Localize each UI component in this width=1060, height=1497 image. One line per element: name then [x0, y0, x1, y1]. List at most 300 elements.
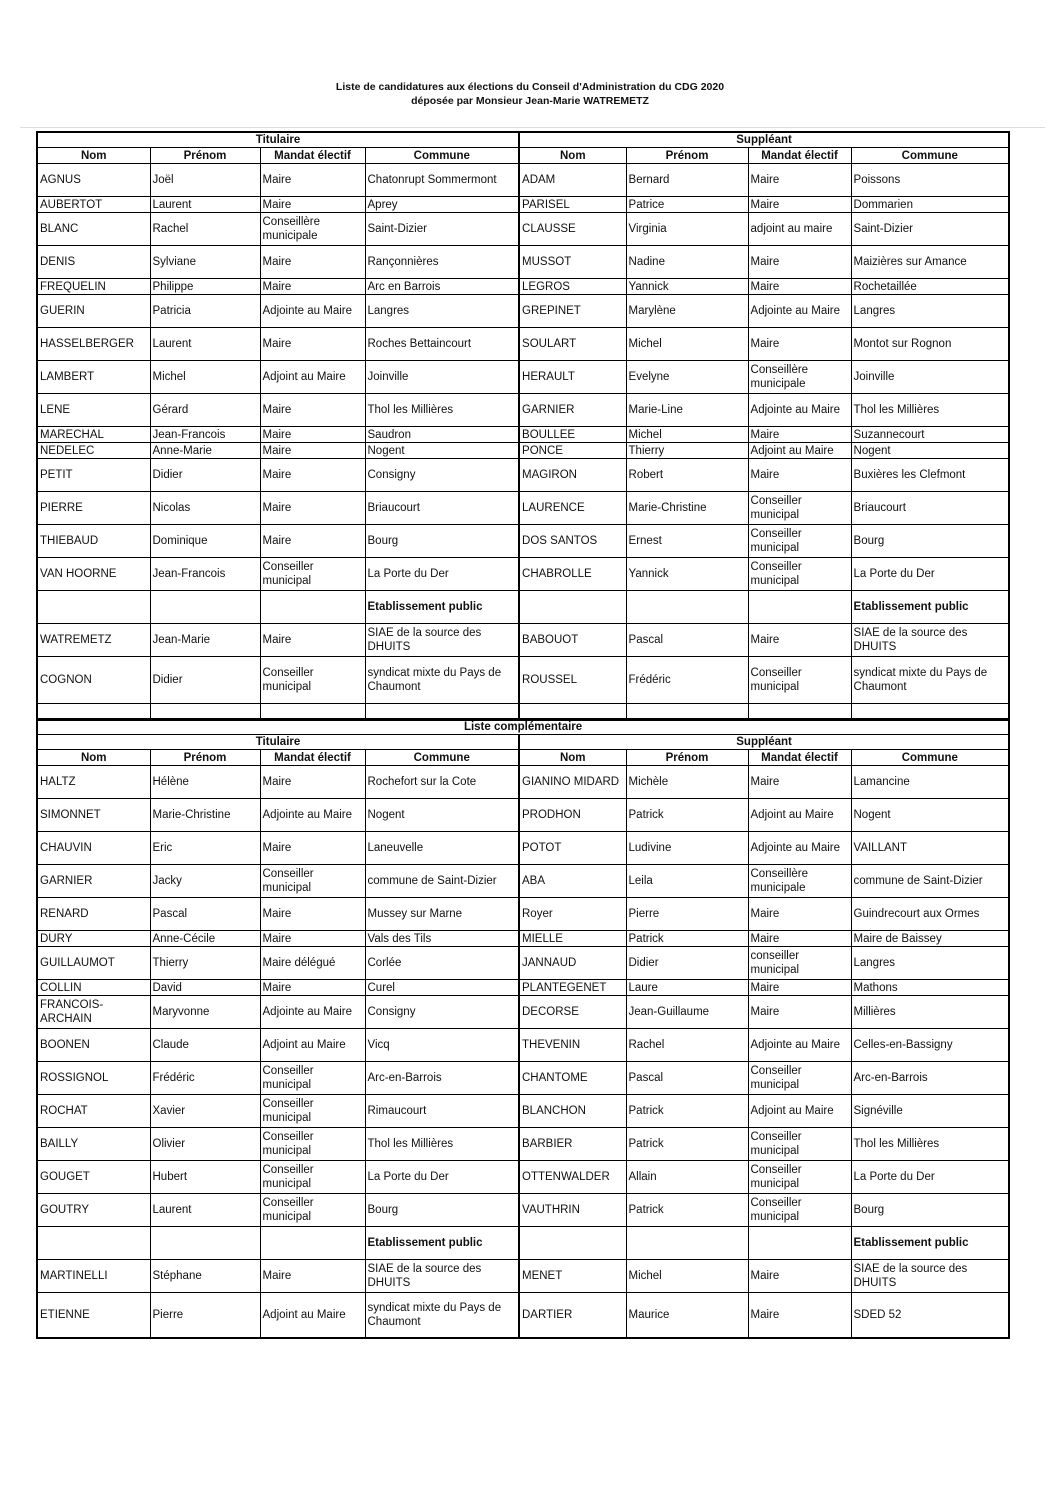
suppleant-commune-cell: Guindrecourt aux Ormes: [851, 898, 1009, 931]
suppleant-commune-cell: Langres: [851, 947, 1009, 980]
suppleant-commune-cell: Arc-en-Barrois: [851, 1062, 1009, 1095]
table-row: [37, 591, 1009, 624]
titulaire-commune-cell: Briaucourt: [365, 492, 519, 525]
titulaire-mandat-cell: Maire: [260, 394, 365, 427]
suppleant-nom-cell: POTOT: [519, 832, 626, 865]
suppleant-mandat-cell: Maire: [748, 898, 851, 931]
col-nom: Nom: [37, 750, 150, 766]
suppleant-mandat-cell: conseiller municipal: [748, 947, 851, 980]
suppleant-mandat-cell: Conseiller municipal: [748, 657, 851, 704]
table-row: [37, 657, 1009, 704]
table-row: [37, 766, 1009, 799]
titulaire-mandat-cell: Maire: [260, 525, 365, 558]
suppleant-mandat-cell: Maire: [748, 328, 851, 361]
titulaire-nom-cell: BLANC: [37, 213, 150, 246]
suppleant-commune-cell: Briaucourt: [851, 492, 1009, 525]
suppleant-mandat-cell: Conseillère municipale: [748, 865, 851, 898]
suppleant-mandat-cell: Maire: [748, 931, 851, 947]
suppleant-prenom-cell: [626, 591, 748, 624]
titulaire-commune-cell: Nogent: [365, 443, 519, 459]
titulaire-mandat-cell: Maire: [260, 279, 365, 295]
suppleant-commune-cell: Thol les Millières: [851, 1128, 1009, 1161]
document-title: [0, 80, 1060, 108]
titulaire-mandat-cell: Maire: [260, 898, 365, 931]
titulaire-prenom-cell: Stéphane: [150, 1260, 260, 1293]
titulaire-prenom-cell: Didier: [150, 459, 260, 492]
titulaire-nom-cell: FRANCOIS-ARCHAIN: [37, 996, 150, 1029]
titulaire-mandat-cell: Maire: [260, 624, 365, 657]
suppleant-prenom-cell: Michèle: [626, 766, 748, 799]
suppleant-nom-cell: THEVENIN: [519, 1029, 626, 1062]
suppleant-commune-cell: Suzannecourt: [851, 427, 1009, 443]
titulaire-prenom-cell: Thierry: [150, 947, 260, 980]
table-row: [37, 1293, 1009, 1338]
suppleant-nom-cell: OTTENWALDER: [519, 1161, 626, 1194]
titulaire-mandat-cell: Maire: [260, 1260, 365, 1293]
titulaire-commune-cell: Rochefort sur la Cote: [365, 766, 519, 799]
titulaire-prenom-cell: Hélène: [150, 766, 260, 799]
titulaire-nom-cell: PETIT: [37, 459, 150, 492]
suppleant-nom-cell: SOULART: [519, 328, 626, 361]
suppleant-commune-cell: Dommarien: [851, 197, 1009, 213]
titulaire-commune-cell: Curel: [365, 980, 519, 996]
col-nom: Nom: [519, 750, 626, 766]
suppleant-prenom-cell: Bernard: [626, 164, 748, 197]
titulaire-commune-cell: commune de Saint-Dizier: [365, 865, 519, 898]
titulaire-commune-cell: Saint-Dizier: [365, 213, 519, 246]
titulaire-prenom-cell: Olivier: [150, 1128, 260, 1161]
titulaire-nom-cell: GUILLAUMOT: [37, 947, 150, 980]
suppleant-nom-cell: BLANCHON: [519, 1095, 626, 1128]
col-commune: Commune: [851, 148, 1009, 164]
suppleant-nom-cell: Royer: [519, 898, 626, 931]
titulaire-nom-cell: WATREMETZ: [37, 624, 150, 657]
suppleant-mandat-cell: Adjointe au Maire: [748, 394, 851, 427]
table-row: [37, 865, 1009, 898]
suppleant-nom-cell: MAGIRON: [519, 459, 626, 492]
titulaire-mandat-cell: Maire: [260, 766, 365, 799]
suppleant-mandat-cell: [748, 1227, 851, 1260]
titulaire-nom-cell: CHAUVIN: [37, 832, 150, 865]
suppleant-commune-cell: Rochetaillée: [851, 279, 1009, 295]
titulaire-commune-cell: Bourg: [365, 1194, 519, 1227]
suppleant-nom-cell: DOS SANTOS: [519, 525, 626, 558]
titulaire-mandat-cell: Conseiller municipal: [260, 865, 365, 898]
titulaire-mandat-cell: Adjoint au Maire: [260, 1293, 365, 1338]
titulaire-prenom-cell: Jacky: [150, 865, 260, 898]
suppleant-nom-cell: [519, 1227, 626, 1260]
suppleant-nom-cell: CLAUSSE: [519, 213, 626, 246]
titulaire-mandat-cell: Conseiller municipal: [260, 1095, 365, 1128]
suppleant-prenom-cell: Jean-Guillaume: [626, 996, 748, 1029]
titulaire-commune-cell: SIAE de la source des DHUITS: [365, 1260, 519, 1293]
table-row: [37, 361, 1009, 394]
titulaire-commune-cell: Joinville: [365, 361, 519, 394]
suppleant-commune-cell: Nogent: [851, 799, 1009, 832]
table-row: [37, 525, 1009, 558]
suppleant-mandat-cell: Maire: [748, 197, 851, 213]
suppleant-commune-cell: SIAE de la source des DHUITS: [851, 1260, 1009, 1293]
titulaire-commune-cell: La Porte du Der: [365, 558, 519, 591]
titulaire-nom-cell: MARTINELLI: [37, 1260, 150, 1293]
table-row: [37, 1062, 1009, 1095]
titulaire-nom-cell: COLLIN: [37, 980, 150, 996]
titulaire-mandat-cell: Conseiller municipal: [260, 1161, 365, 1194]
suppleant-commune-cell: Lamancine: [851, 766, 1009, 799]
titulaire-prenom-cell: Jean-Francois: [150, 427, 260, 443]
suppleant-prenom-cell: Patrick: [626, 1194, 748, 1227]
titulaire-prenom-cell: Laurent: [150, 328, 260, 361]
titulaire-nom-cell: LENE: [37, 394, 150, 427]
suppleant-prenom-cell: Marie-Line: [626, 394, 748, 427]
titulaire-commune-cell: Etablissement public: [365, 591, 519, 624]
suppleant-mandat-cell: Conseiller municipal: [748, 492, 851, 525]
table-row: [37, 279, 1009, 295]
suppleant-prenom-cell: Yannick: [626, 279, 748, 295]
titulaire-nom-cell: GOUGET: [37, 1161, 150, 1194]
col-prenom: Prénom: [150, 148, 260, 164]
suppleant-nom-cell: GARNIER: [519, 394, 626, 427]
titulaire-mandat-cell: Maire: [260, 164, 365, 197]
titulaire-nom-cell: BOONEN: [37, 1029, 150, 1062]
suppleant-nom-cell: GIANINO MIDARD: [519, 766, 626, 799]
col-mandat: Mandat électif: [748, 750, 851, 766]
titulaire-prenom-cell: [150, 1227, 260, 1260]
suppleant-mandat-cell: Maire: [748, 766, 851, 799]
titulaire-prenom-cell: Laurent: [150, 1194, 260, 1227]
titulaire-nom-cell: COGNON: [37, 657, 150, 704]
titulaire-commune-cell: Thol les Millières: [365, 1128, 519, 1161]
table-row: [37, 624, 1009, 657]
suppleant-nom-cell: HERAULT: [519, 361, 626, 394]
titulaire-mandat-cell: Conseiller municipal: [260, 1062, 365, 1095]
table-row: [37, 1128, 1009, 1161]
suppleant-mandat-cell: Maire: [748, 459, 851, 492]
suppleant-nom-cell: MENET: [519, 1260, 626, 1293]
suppleant-prenom-cell: Michel: [626, 427, 748, 443]
titulaire-prenom-cell: David: [150, 980, 260, 996]
titulaire-mandat-cell: Maire: [260, 427, 365, 443]
suppleant-nom-cell: LEGROS: [519, 279, 626, 295]
suppleant-prenom-cell: Virginia: [626, 213, 748, 246]
titulaire-commune-cell: La Porte du Der: [365, 1161, 519, 1194]
suppleant-commune-cell: Maizières sur Amance: [851, 246, 1009, 279]
titulaire-prenom-cell: Pierre: [150, 1293, 260, 1338]
titulaire-nom-cell: ROSSIGNOL: [37, 1062, 150, 1095]
titulaire-mandat-cell: [260, 1227, 365, 1260]
titulaire-commune-cell: Thol les Millières: [365, 394, 519, 427]
titulaire-commune-cell: SIAE de la source des DHUITS: [365, 624, 519, 657]
suppleant-nom-cell: ABA: [519, 865, 626, 898]
titulaire-commune-cell: Bourg: [365, 525, 519, 558]
suppleant-commune-cell: Joinville: [851, 361, 1009, 394]
suppleant-mandat-cell: Maire: [748, 427, 851, 443]
titulaire-prenom-cell: [150, 591, 260, 624]
titulaire-mandat-cell: Conseiller municipal: [260, 1128, 365, 1161]
titulaire-prenom-cell: Joël: [150, 164, 260, 197]
suppleant-mandat-cell: Adjoint au Maire: [748, 443, 851, 459]
titulaire-prenom-cell: Patricia: [150, 295, 260, 328]
suppleant-mandat-cell: Adjoint au Maire: [748, 1095, 851, 1128]
titulaire-mandat-cell: Maire: [260, 459, 365, 492]
suppleant-mandat-cell: Maire: [748, 996, 851, 1029]
suppleant-nom-cell: ROUSSEL: [519, 657, 626, 704]
titulaire-commune-cell: Etablissement public: [365, 1227, 519, 1260]
titulaire-prenom-cell: Sylviane: [150, 246, 260, 279]
titulaire-mandat-cell: Conseillère municipale: [260, 213, 365, 246]
suppleant-mandat-cell: Adjointe au Maire: [748, 1029, 851, 1062]
col-prenom: Prénom: [626, 750, 748, 766]
titulaire-mandat-cell: Maire: [260, 246, 365, 279]
titulaire-commune-cell: Roches Bettaincourt: [365, 328, 519, 361]
suppleant-prenom-cell: Robert: [626, 459, 748, 492]
titulaire-nom-cell: HALTZ: [37, 766, 150, 799]
suppleant-mandat-cell: Maire: [748, 246, 851, 279]
suppleant-mandat-cell: [748, 591, 851, 624]
titulaire-commune-cell: syndicat mixte du Pays de Chaumont: [365, 657, 519, 704]
suppleant-prenom-cell: Michel: [626, 328, 748, 361]
table-row: [37, 246, 1009, 279]
suppleant-prenom-cell: Laure: [626, 980, 748, 996]
titulaire-prenom-cell: Pascal: [150, 898, 260, 931]
titulaire-commune-cell: Chatonrupt Sommermont: [365, 164, 519, 197]
suppleant-prenom-cell: Patrick: [626, 799, 748, 832]
suppleant-nom-cell: BABOUOT: [519, 624, 626, 657]
titulaire-nom-cell: [37, 591, 150, 624]
titulaire-nom-cell: [37, 1227, 150, 1260]
titulaire-commune-cell: Rimaucourt: [365, 1095, 519, 1128]
suppleant-prenom-cell: Marie-Christine: [626, 492, 748, 525]
titulaire-prenom-cell: Didier: [150, 657, 260, 704]
suppleant-nom-cell: BOULLEE: [519, 427, 626, 443]
titulaire-mandat-cell: Maire: [260, 197, 365, 213]
col-mandat: Mandat électif: [260, 750, 365, 766]
titulaire-prenom-cell: Marie-Christine: [150, 799, 260, 832]
table-row: [37, 898, 1009, 931]
suppleant-mandat-cell: Conseiller municipal: [748, 1062, 851, 1095]
complementary-list-header: Liste complémentaire: [37, 719, 1009, 735]
titulaire-nom-cell: PIERRE: [37, 492, 150, 525]
titulaire-mandat-cell: Adjoint au Maire: [260, 1029, 365, 1062]
table-row: [37, 197, 1009, 213]
suppleant-prenom-cell: Maurice: [626, 1293, 748, 1338]
suppleant-commune-cell: Montot sur Rognon: [851, 328, 1009, 361]
top-rule: [20, 127, 1045, 128]
table-row: [37, 1029, 1009, 1062]
titulaire-nom-cell: HASSELBERGER: [37, 328, 150, 361]
titulaire-nom-cell: VAN HOORNE: [37, 558, 150, 591]
suppleant-mandat-cell: adjoint au maire: [748, 213, 851, 246]
main-candidate-table: [36, 131, 1010, 721]
suppleant-mandat-cell: Adjoint au Maire: [748, 799, 851, 832]
suppleant-prenom-cell: Allain: [626, 1161, 748, 1194]
titulaire-nom-cell: SIMONNET: [37, 799, 150, 832]
titulaire-nom-cell: AUBERTOT: [37, 197, 150, 213]
suppleant-prenom-cell: Ernest: [626, 525, 748, 558]
titulaire-nom-cell: GUERIN: [37, 295, 150, 328]
suppleant-header: Suppléant: [519, 132, 1009, 148]
col-nom: Nom: [37, 148, 150, 164]
suppleant-nom-cell: PRODHON: [519, 799, 626, 832]
suppleant-mandat-cell: Maire: [748, 1293, 851, 1338]
suppleant-mandat-cell: Conseiller municipal: [748, 1161, 851, 1194]
col-commune: Commune: [851, 750, 1009, 766]
titulaire-commune-cell: syndicat mixte du Pays de Chaumont: [365, 1293, 519, 1338]
table-row: [37, 1161, 1009, 1194]
complementary-candidate-table: [36, 718, 1010, 1339]
suppleant-commune-cell: La Porte du Der: [851, 558, 1009, 591]
table-row: [37, 799, 1009, 832]
table-row: [37, 980, 1009, 996]
suppleant-nom-cell: PARISEL: [519, 197, 626, 213]
suppleant-nom-cell: GREPINET: [519, 295, 626, 328]
suppleant-prenom-cell: Patrice: [626, 197, 748, 213]
suppleant-mandat-cell: Maire: [748, 980, 851, 996]
titulaire-commune-cell: Saudron: [365, 427, 519, 443]
titulaire-prenom-cell: Nicolas: [150, 492, 260, 525]
titulaire-mandat-cell: Adjointe au Maire: [260, 295, 365, 328]
table-row: [37, 1194, 1009, 1227]
titulaire-prenom-cell: Maryvonne: [150, 996, 260, 1029]
titulaire-nom-cell: LAMBERT: [37, 361, 150, 394]
suppleant-prenom-cell: Patrick: [626, 931, 748, 947]
suppleant-commune-cell: Bourg: [851, 1194, 1009, 1227]
suppleant-nom-cell: CHABROLLE: [519, 558, 626, 591]
table-row: [37, 459, 1009, 492]
title-line-1: Liste de candidatures aux élections du Conseil d'Administration du CDG 2020: [335, 81, 725, 93]
suppleant-mandat-cell: Conseillère municipale: [748, 361, 851, 394]
titulaire-prenom-cell: Jean-Francois: [150, 558, 260, 591]
titulaire-mandat-cell: Maire: [260, 443, 365, 459]
titulaire-prenom-cell: Anne-Cécile: [150, 931, 260, 947]
table-row: [37, 492, 1009, 525]
titulaire-mandat-cell: Maire: [260, 832, 365, 865]
table-row: [37, 394, 1009, 427]
titulaire-commune-cell: Nogent: [365, 799, 519, 832]
titulaire-nom-cell: DURY: [37, 931, 150, 947]
titulaire-prenom-cell: Gérard: [150, 394, 260, 427]
suppleant-commune-cell: Etablissement public: [851, 1227, 1009, 1260]
titulaire-mandat-cell: Maire: [260, 328, 365, 361]
suppleant-commune-cell: La Porte du Der: [851, 1161, 1009, 1194]
titulaire-header: Titulaire: [37, 132, 519, 148]
table-row: [37, 1095, 1009, 1128]
suppleant-commune-cell: Poissons: [851, 164, 1009, 197]
suppleant-commune-cell: SDED 52: [851, 1293, 1009, 1338]
titulaire-mandat-cell: Maire délégué: [260, 947, 365, 980]
titulaire-nom-cell: BAILLY: [37, 1128, 150, 1161]
suppleant-commune-cell: Maire de Baissey: [851, 931, 1009, 947]
table-row: [37, 558, 1009, 591]
titulaire-commune-cell: Vicq: [365, 1029, 519, 1062]
titulaire-nom-cell: ETIENNE: [37, 1293, 150, 1338]
col-prenom: Prénom: [150, 750, 260, 766]
titulaire-mandat-cell: Adjoint au Maire: [260, 361, 365, 394]
suppleant-prenom-cell: Pierre: [626, 898, 748, 931]
suppleant-mandat-cell: Conseiller municipal: [748, 525, 851, 558]
suppleant-commune-cell: Bourg: [851, 525, 1009, 558]
suppleant-mandat-cell: Conseiller municipal: [748, 1128, 851, 1161]
suppleant-commune-cell: Signéville: [851, 1095, 1009, 1128]
titulaire-commune-cell: Vals des Tils: [365, 931, 519, 947]
suppleant-commune-cell: syndicat mixte du Pays de Chaumont: [851, 657, 1009, 704]
suppleant-prenom-cell: Patrick: [626, 1095, 748, 1128]
suppleant-commune-cell: Langres: [851, 295, 1009, 328]
table-row: [37, 213, 1009, 246]
table-row: [37, 295, 1009, 328]
titulaire-prenom-cell: Laurent: [150, 197, 260, 213]
col-commune: Commune: [365, 148, 519, 164]
titulaire-prenom-cell: Hubert: [150, 1161, 260, 1194]
titulaire-prenom-cell: Frédéric: [150, 1062, 260, 1095]
titulaire-nom-cell: NEDELEC: [37, 443, 150, 459]
suppleant-commune-cell: Saint-Dizier: [851, 213, 1009, 246]
suppleant-prenom-cell: Patrick: [626, 1128, 748, 1161]
titulaire-mandat-cell: [260, 591, 365, 624]
titulaire-commune-cell: Corlée: [365, 947, 519, 980]
suppleant-nom-cell: MUSSOT: [519, 246, 626, 279]
titulaire-prenom-cell: Anne-Marie: [150, 443, 260, 459]
table-row: [37, 996, 1009, 1029]
table-row: [37, 164, 1009, 197]
titulaire-nom-cell: DENIS: [37, 246, 150, 279]
suppleant-mandat-cell: Adjointe au Maire: [748, 295, 851, 328]
titulaire-mandat-cell: Conseiller municipal: [260, 1194, 365, 1227]
titulaire-prenom-cell: Dominique: [150, 525, 260, 558]
suppleant-commune-cell: Etablissement public: [851, 591, 1009, 624]
suppleant-prenom-cell: Pascal: [626, 1062, 748, 1095]
titulaire-nom-cell: MARECHAL: [37, 427, 150, 443]
table-row: [37, 1260, 1009, 1293]
suppleant-nom-cell: MIELLE: [519, 931, 626, 947]
suppleant-nom-cell: LAURENCE: [519, 492, 626, 525]
suppleant-nom-cell: PONCE: [519, 443, 626, 459]
table-row: [37, 947, 1009, 980]
suppleant-nom-cell: ADAM: [519, 164, 626, 197]
suppleant-commune-cell: Mathons: [851, 980, 1009, 996]
suppleant-mandat-cell: Adjointe au Maire: [748, 832, 851, 865]
titulaire-mandat-cell: Conseiller municipal: [260, 657, 365, 704]
suppleant-commune-cell: Thol les Millières: [851, 394, 1009, 427]
titulaire-prenom-cell: Eric: [150, 832, 260, 865]
titulaire-prenom-cell: Claude: [150, 1029, 260, 1062]
col-commune: Commune: [365, 750, 519, 766]
suppleant-nom-cell: VAUTHRIN: [519, 1194, 626, 1227]
suppleant-prenom-cell: Marylène: [626, 295, 748, 328]
suppleant-mandat-cell: Maire: [748, 624, 851, 657]
suppleant-nom-cell: PLANTEGENET: [519, 980, 626, 996]
suppleant-nom-cell: DECORSE: [519, 996, 626, 1029]
suppleant-nom-cell: CHANTOME: [519, 1062, 626, 1095]
suppleant-commune-cell: commune de Saint-Dizier: [851, 865, 1009, 898]
col-nom: Nom: [519, 148, 626, 164]
titulaire-nom-cell: FREQUELIN: [37, 279, 150, 295]
suppleant-mandat-cell: Conseiller municipal: [748, 1194, 851, 1227]
titulaire-commune-cell: Rançonnières: [365, 246, 519, 279]
titulaire-prenom-cell: Michel: [150, 361, 260, 394]
suppleant-nom-cell: JANNAUD: [519, 947, 626, 980]
col-prenom: Prénom: [626, 148, 748, 164]
suppleant-nom-cell: [519, 591, 626, 624]
suppleant-prenom-cell: Nadine: [626, 246, 748, 279]
titulaire-commune-cell: Arc en Barrois: [365, 279, 519, 295]
titulaire-nom-cell: RENARD: [37, 898, 150, 931]
titulaire-commune-cell: Langres: [365, 295, 519, 328]
titulaire-nom-cell: GARNIER: [37, 865, 150, 898]
suppleant-commune-cell: SIAE de la source des DHUITS: [851, 624, 1009, 657]
suppleant-commune-cell: Buxières les Clefmont: [851, 459, 1009, 492]
titulaire-prenom-cell: Xavier: [150, 1095, 260, 1128]
